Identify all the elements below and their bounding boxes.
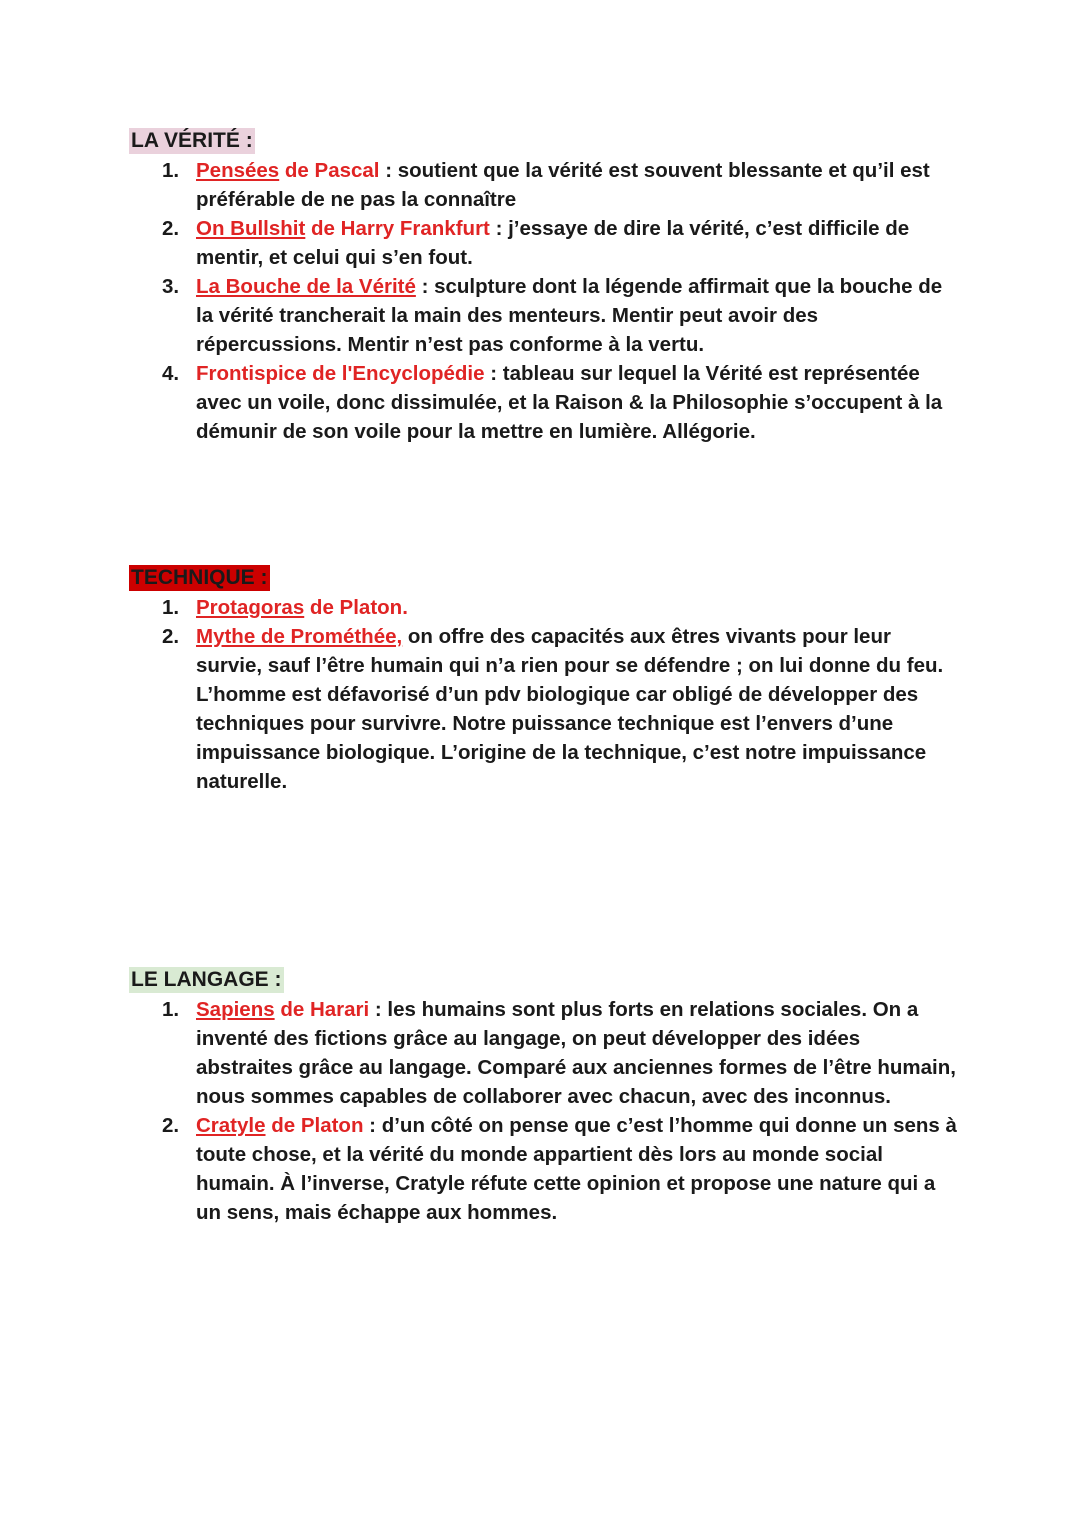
item-number: 2. — [162, 217, 180, 240]
reference-author: de Pascal — [279, 159, 380, 182]
section-verite — [130, 128, 960, 446]
item-number: 4. — [162, 362, 180, 385]
item-text: : j’essaye de dire la vérité, c’est difficile de mentir, et celui qui s’en fout. — [196, 217, 910, 269]
reference-link[interactable]: Sapiens — [196, 998, 275, 1021]
reference-author: de Harari — [274, 998, 370, 1021]
item-number: 1. — [162, 998, 180, 1021]
item-number: 2. — [162, 1114, 180, 1137]
reference-link[interactable]: Cratyle — [196, 1114, 266, 1137]
reference-link[interactable]: Mythe de Prométhée, — [196, 625, 403, 648]
item-number: 1. — [162, 159, 180, 182]
reference-author: de Platon. — [304, 596, 408, 619]
list-item — [130, 593, 960, 622]
list-verite — [130, 156, 960, 446]
reference-link[interactable]: Protagoras — [196, 596, 305, 619]
section-technique — [130, 565, 960, 796]
reference-link[interactable]: Pensées — [196, 159, 280, 182]
item-number: 2. — [162, 625, 180, 648]
reference-author: de Platon — [265, 1114, 364, 1137]
reference-author: de Harry Frankfurt — [305, 217, 490, 240]
section-heading-verite: LA VÉRITÉ : — [131, 129, 253, 152]
list-item — [130, 272, 960, 359]
item-number: 3. — [162, 275, 180, 298]
section-heading-technique: TECHNIQUE : — [131, 566, 268, 589]
list-item — [130, 359, 960, 446]
item-text: : sculpture dont la légende affirmait que la bouche de la vérité trancherait la main des menteurs. Mentir peut avoir des répercussions. Mentir n’est pas conforme à la vertu. — [196, 275, 943, 356]
item-text: : tableau sur lequel la Vérité est représentée avec un voile, donc dissimulée, et la Raison & la Philosophie s’occupent à la démunir de son voile pour la mettre en lumière. Allégorie. — [196, 362, 943, 443]
item-text: : soutient que la vérité est souvent blessante et qu’il est préférable de ne pas la connaître — [196, 159, 930, 211]
list-item — [130, 156, 960, 214]
list-item — [130, 995, 960, 1111]
list-technique — [130, 593, 960, 796]
list-item — [130, 214, 960, 272]
reference-title: Frontispice de l'Encyclopédie — [196, 362, 485, 385]
item-number: 1. — [162, 596, 180, 619]
section-langage — [130, 967, 960, 1227]
item-text: : d’un côté on pense que c’est l’homme qui donne un sens à toute chose, et la vérité du monde appartient dès lors au monde social humain. À l’inverse, Cratyle réfute cette opinion et propose une nature qui a un sens, mais échappe aux hommes. — [196, 1114, 957, 1224]
list-langage — [130, 995, 960, 1227]
item-text: on offre des capacités aux êtres vivants pour leur survie, sauf l’être humain qui n’a rien pour se défendre ; on lui donne du feu. L’homme est défavorisé d’un pdv biologique car obligé de développer des techniques pour survivre. Notre puissance technique est l’envers d’une impuissance biologique. L’origine de la technique, c’est notre impuissance naturelle. — [196, 625, 944, 793]
reference-link[interactable]: On Bullshit — [196, 217, 306, 240]
item-text: : les humains sont plus forts en relations sociales. On a inventé des fictions grâce au langage, on peut développer des idées abstraites grâce au langage. Comparé aux anciennes formes de l’être humain, nous sommes capables de collaborer avec chacun, avec des inconnus. — [196, 998, 956, 1108]
list-item — [130, 622, 960, 796]
section-heading-langage: LE LANGAGE : — [131, 968, 282, 991]
reference-link[interactable]: La Bouche de la Vérité — [196, 275, 416, 298]
list-item — [130, 1111, 960, 1227]
